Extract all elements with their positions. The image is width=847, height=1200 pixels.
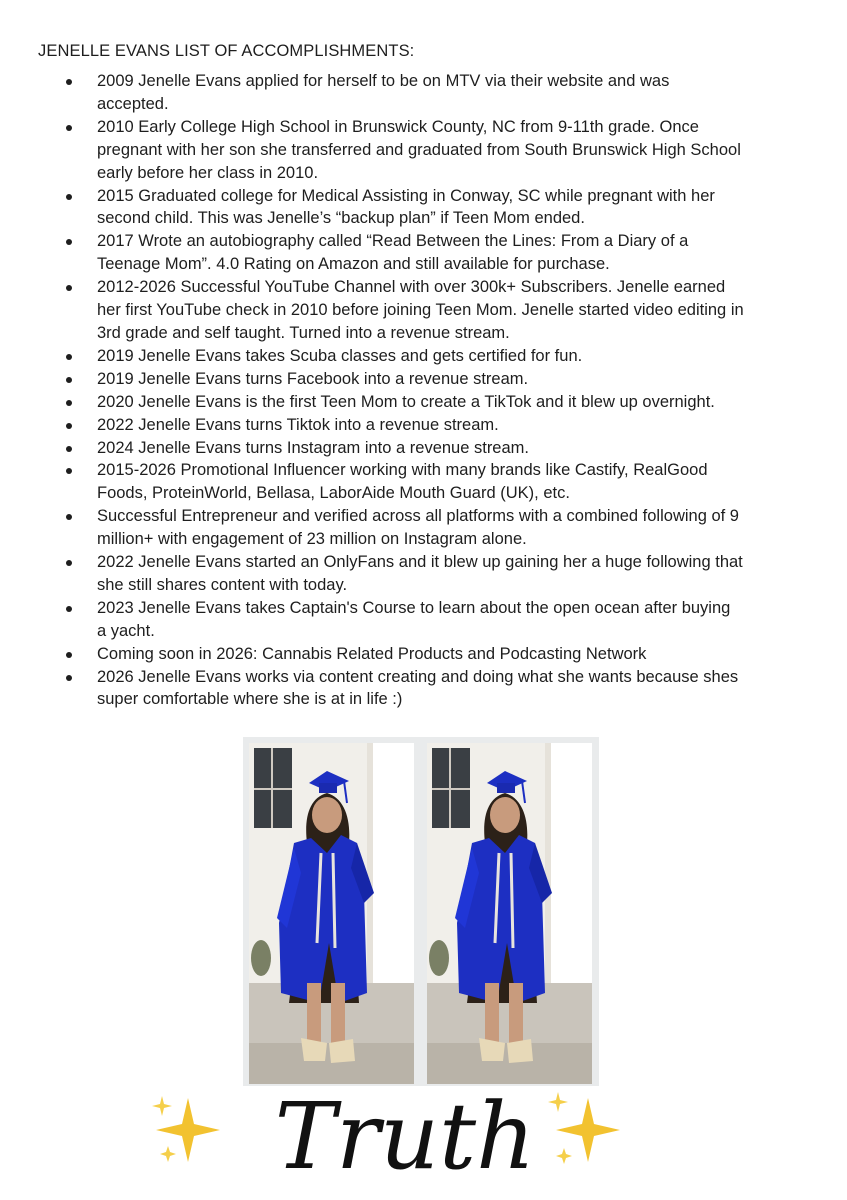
list-item-line: 2010 Early College High School in Brunswick County, NC from 9-11th grade. Once: [97, 117, 699, 136]
list-item-line: a yacht.: [97, 621, 155, 640]
list-item: [0, 185, 847, 231]
list-item-line: her first YouTube check in 2010 before joining Teen Mom. Jenelle started video editing in: [97, 301, 744, 320]
list-item-line: super comfortable where she is at in life :): [97, 690, 403, 709]
list-item-line: second child. This was Jenelle’s “backup plan” if Teen Mom ended.: [97, 209, 585, 228]
bullet-icon: [66, 239, 72, 245]
list-item: [0, 391, 847, 414]
list-item: [0, 368, 847, 391]
list-item: [0, 437, 847, 460]
doc-title: JENELLE EVANS LIST OF ACCOMPLISHMENTS:: [38, 42, 415, 60]
truth-caption: [255, 1060, 555, 1200]
bullet-icon: [66, 446, 72, 452]
bullet-icon: [66, 125, 72, 131]
bullet-icon: [66, 423, 72, 429]
list-item-line: 2017 Wrote an autobiography called “Read Between the Lines: From a Diary of a: [97, 232, 689, 251]
list-item-line: 2022 Jenelle Evans started an OnlyFans and it blew up gaining her a huge following that: [97, 553, 743, 572]
list-item-line: accepted.: [97, 94, 169, 113]
list-item-line: 2019 Jenelle Evans takes Scuba classes and gets certified for fun.: [97, 346, 583, 365]
graduation-photo-right: [427, 743, 592, 1084]
list-item-line: 2020 Jenelle Evans is the first Teen Mom to create a TikTok and it blew up overnight.: [97, 392, 715, 411]
bullet-icon: [66, 79, 72, 85]
list-item: [0, 551, 847, 597]
bullet-icon: [66, 194, 72, 200]
list-item-line: 2012-2026 Successful YouTube Channel with over 300k+ Subscribers. Jenelle earned: [97, 278, 726, 297]
graduation-photo-collage: [243, 737, 599, 1086]
list-item: [0, 70, 847, 116]
sparkles-icon: [148, 1090, 228, 1175]
list-item-line: pregnant with her son she transferred and graduated from South Brunswick High School: [97, 140, 741, 159]
list-item: [0, 597, 847, 643]
list-item-line: 2019 Jenelle Evans turns Facebook into a revenue stream.: [97, 369, 529, 388]
list-item: [0, 666, 847, 712]
truth-caption-text: Truth: [274, 1083, 536, 1190]
list-item-line: 2024 Jenelle Evans turns Instagram into a revenue stream.: [97, 438, 529, 457]
bullet-icon: [66, 400, 72, 406]
list-item-line: 2009 Jenelle Evans applied for herself to be on MTV via their website and was: [97, 72, 670, 90]
list-item-line: 2015-2026 Promotional Influencer working with many brands like Castify, RealGood: [97, 461, 708, 480]
bullet-icon: [66, 675, 72, 681]
list-item-line: million+ with engagement of 23 million on Instagram alone.: [97, 530, 527, 549]
list-item-line: 2026 Jenelle Evans works via content creating and doing what she wants because shes: [97, 667, 739, 686]
list-item-line: 2015 Graduated college for Medical Assisting in Conway, SC while pregnant with her: [97, 186, 715, 205]
list-item: [0, 414, 847, 437]
list-item: [0, 230, 847, 276]
list-item: [0, 505, 847, 551]
list-item-line: she still shares content with today.: [97, 575, 348, 594]
list-item-line: Foods, ProteinWorld, Bellasa, LaborAide Mouth Guard (UK), etc.: [97, 484, 570, 503]
list-item: [0, 345, 847, 368]
list-item-line: Coming soon in 2026: Cannabis Related Products and Podcasting Network: [97, 644, 647, 663]
bullet-icon: [66, 354, 72, 360]
bullet-icon: [66, 468, 72, 474]
list-item: [0, 276, 847, 345]
bullet-icon: [66, 652, 72, 658]
bullet-icon: [66, 377, 72, 383]
list-item-line: Successful Entrepreneur and verified across all platforms with a combined following of 9: [97, 507, 739, 526]
list-item-line: 2022 Jenelle Evans turns Tiktok into a revenue stream.: [97, 415, 499, 434]
bullet-icon: [66, 514, 72, 520]
list-item: [0, 116, 847, 185]
bullet-icon: [66, 606, 72, 612]
graduation-photo-left: [249, 743, 414, 1084]
list-item: [0, 459, 847, 505]
bullet-icon: [66, 285, 72, 291]
list-item: [0, 643, 847, 666]
list-item-line: Teenage Mom”. 4.0 Rating on Amazon and still available for purchase.: [97, 255, 610, 274]
list-item-line: early before her class in 2010.: [97, 163, 319, 182]
list-item-line: 2023 Jenelle Evans takes Captain's Course to learn about the open ocean after buying: [97, 598, 731, 617]
accomplishment-list: [0, 70, 847, 711]
bullet-icon: [66, 560, 72, 566]
list-item-line: 3rd grade and self taught. Turned into a revenue stream.: [97, 323, 510, 342]
